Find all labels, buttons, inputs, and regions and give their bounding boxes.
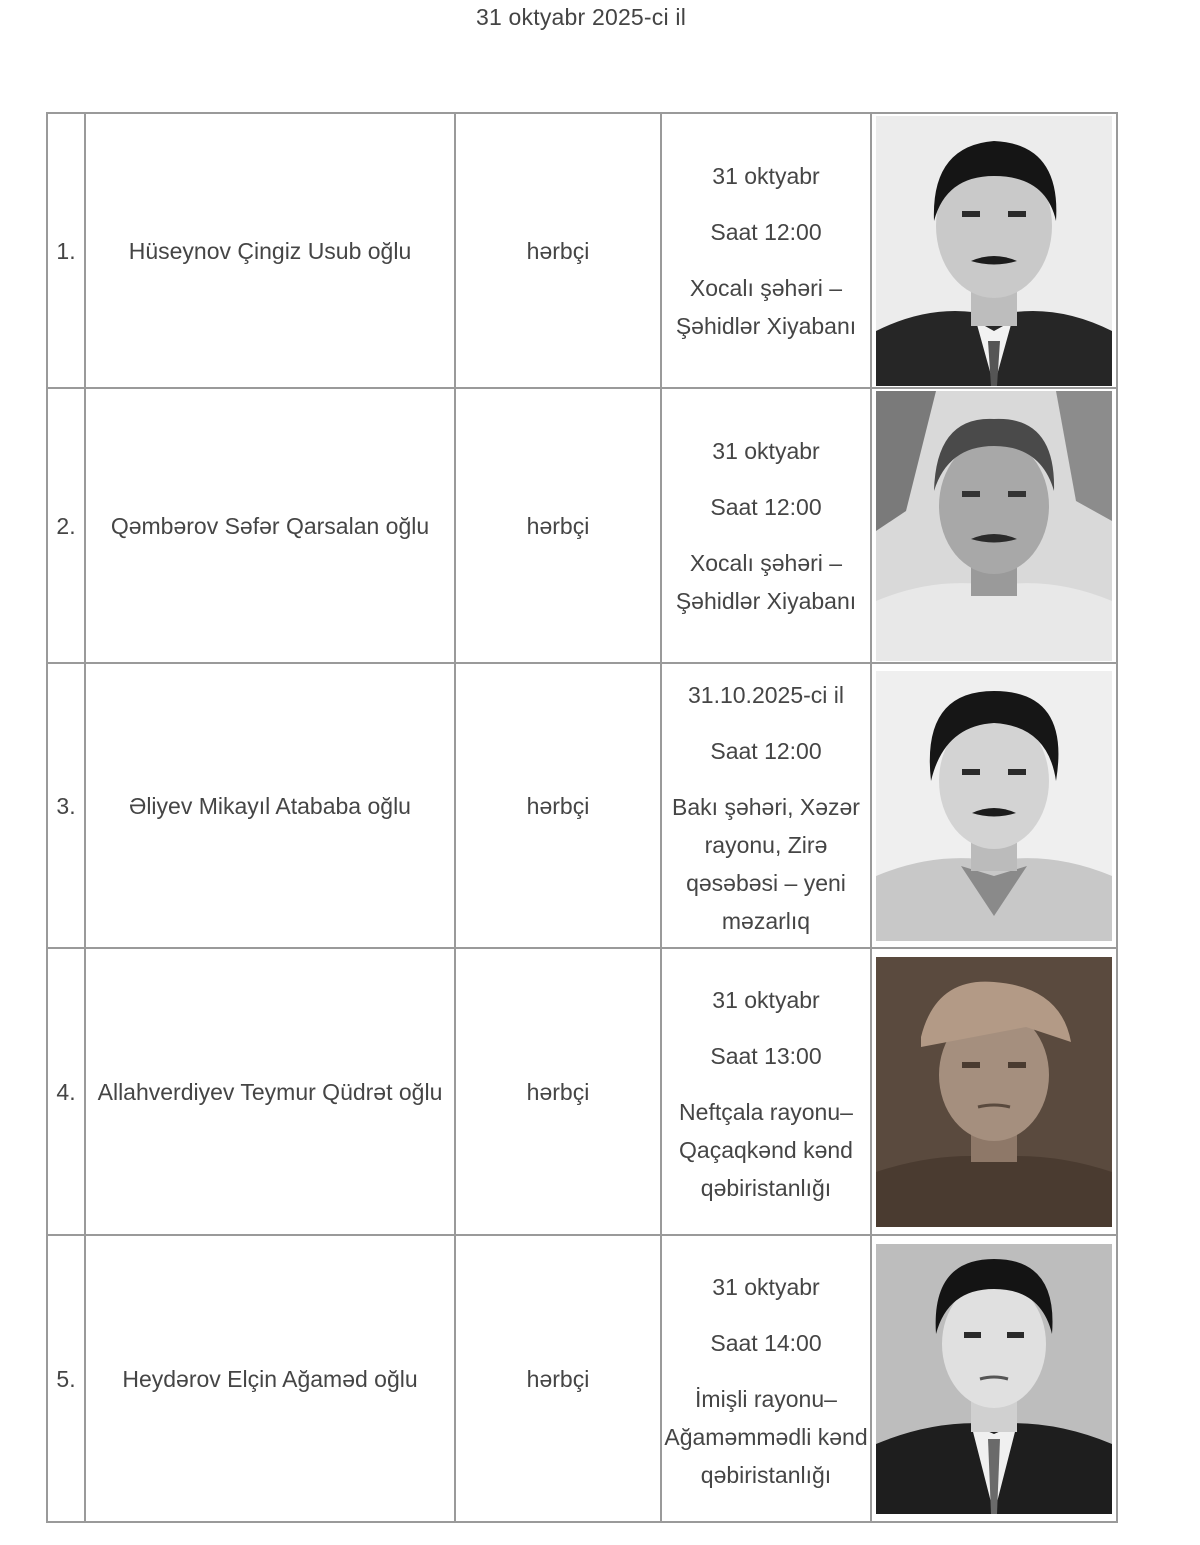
person-name: Allahverdiyev Teymur Qüdrət oğlu (85, 948, 455, 1235)
burial-date: 31 oktyabr (712, 162, 820, 189)
portrait-photo (876, 957, 1112, 1227)
burial-place: İmişli rayonu– Ağaməmmədli kənd qəbiristanlığı (664, 1385, 868, 1488)
burial-time: Saat 14:00 (710, 1329, 822, 1356)
burial-info (661, 948, 871, 1235)
burial-table (46, 112, 1118, 1523)
portrait-photo (876, 116, 1112, 386)
burial-info (661, 113, 871, 388)
person-status: hərbçi (455, 663, 661, 948)
person-name: Heydərov Elçin Ağaməd oğlu (85, 1235, 455, 1522)
portrait-cell (871, 1235, 1117, 1522)
burial-place: Bakı şəhəri, Xəzər rayonu, Zirə qəsəbəsi – yeni məzarlıq (672, 793, 860, 934)
burial-info (661, 388, 871, 663)
person-status: hərbçi (455, 1235, 661, 1522)
person-status: hərbçi (455, 388, 661, 663)
portrait-cell (871, 113, 1117, 388)
row-number: 5. (47, 1235, 85, 1522)
table-row (47, 388, 1117, 663)
burial-time: Saat 12:00 (710, 493, 822, 520)
row-number: 2. (47, 388, 85, 663)
burial-date: 31.10.2025-ci il (688, 681, 844, 708)
person-name: Əliyev Mikayıl Atababa oğlu (85, 663, 455, 948)
row-number: 4. (47, 948, 85, 1235)
burial-info (661, 663, 871, 948)
portrait-photo (876, 1244, 1112, 1514)
table-row (47, 663, 1117, 948)
person-status: hərbçi (455, 113, 661, 388)
portrait-photo (876, 391, 1112, 661)
burial-info (661, 1235, 871, 1522)
table-row (47, 113, 1117, 388)
table-row (47, 948, 1117, 1235)
burial-date: 31 oktyabr (712, 1273, 820, 1300)
table-row (47, 1235, 1117, 1522)
row-number: 3. (47, 663, 85, 948)
burial-date: 31 oktyabr (712, 437, 820, 464)
portrait-cell (871, 663, 1117, 948)
portrait-cell (871, 948, 1117, 1235)
burial-place: Neftçala rayonu– Qaçaqkənd kənd qəbiristanlığı (679, 1098, 853, 1201)
burial-date: 31 oktyabr (712, 986, 820, 1013)
person-status: hərbçi (455, 948, 661, 1235)
person-name: Qəmbərov Səfər Qarsalan oğlu (85, 388, 455, 663)
burial-place: Xocalı şəhəri – Şəhidlər Xiyabanı (675, 549, 857, 614)
row-number: 1. (47, 113, 85, 388)
portrait-cell (871, 388, 1117, 663)
burial-time: Saat 12:00 (710, 218, 822, 245)
person-name: Hüseynov Çingiz Usub oğlu (85, 113, 455, 388)
burial-time: Saat 12:00 (710, 737, 822, 764)
portrait-photo (876, 671, 1112, 941)
burial-place: Xocalı şəhəri – Şəhidlər Xiyabanı (675, 274, 857, 339)
page-title: 31 oktyabr 2025-ci il (475, 4, 687, 30)
burial-time: Saat 13:00 (710, 1042, 822, 1069)
